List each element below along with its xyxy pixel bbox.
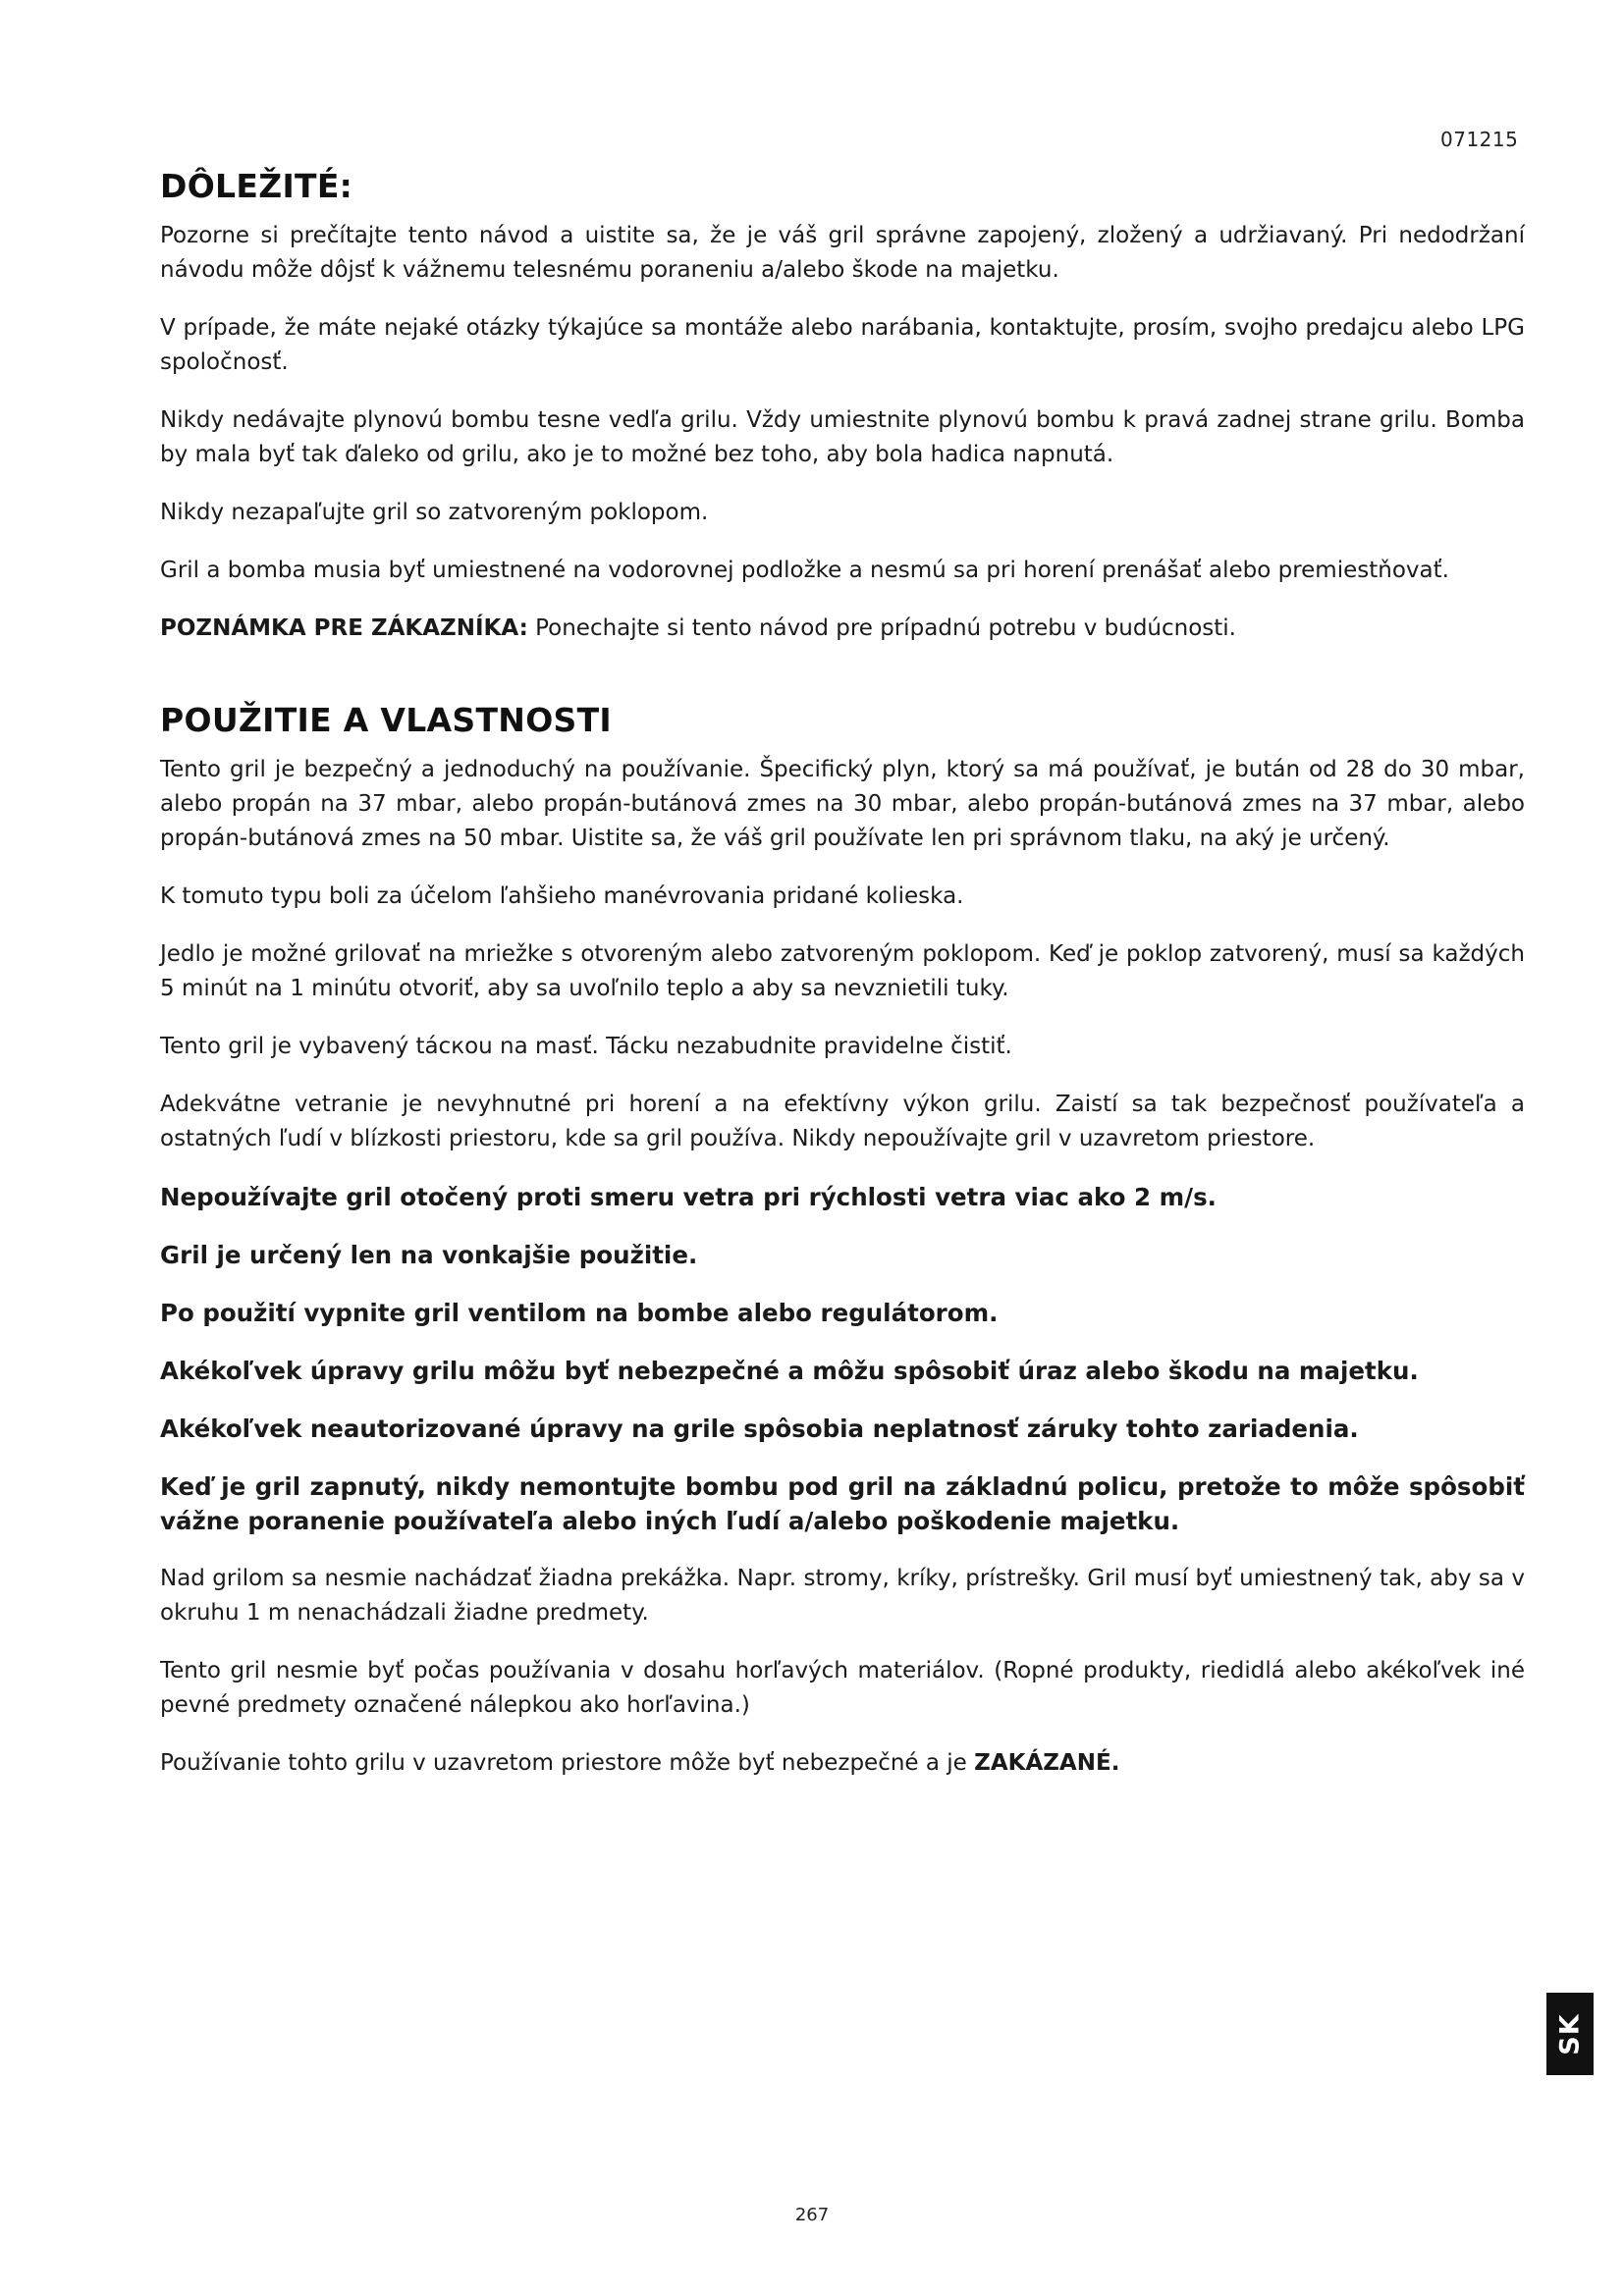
paragraph: Nikdy nezapaľujte gril so zatvoreným poklopom.	[160, 500, 709, 525]
language-tab-label: SK	[1554, 2012, 1586, 2056]
final-bold: ZAKÁZANÉ.	[974, 1750, 1120, 1776]
paragraph: Nad grilom sa nesmie nachádzať žiadna prekážka. Napr. stromy, kríky, prístrešky. Gril musí byť umiestnený tak, aby sa v okruhu 1 m nenachádzali žiadne predmety.	[160, 1566, 1525, 1626]
warning-text: Gril je určený len na vonkajšie použitie.	[160, 1241, 698, 1269]
language-tab	[1546, 1993, 1594, 2075]
warning-text: Keď je gril zapnutý, nikdy nemontujte bombu pod gril na základnú policu, pretože to môže spôsobiť vážne poranenie používateľa alebo iných ľudí a/alebo poškodenie majetku.	[160, 1472, 1525, 1535]
paragraph: Gril a bomba musia byť umiestnené na vodorovnej podložke a nesmú sa pri horení prenášať alebo premiestňovať.	[160, 558, 1449, 583]
paragraph: Jedlo je možné grilovať na mriežke s otvoreným alebo zatvoreným poklopom. Keď je poklop zatvorený, musí sa každých 5 minút na 1 minútu otvoriť, aby sa uvoľnilo teplo a aby sa nevznietili tuky.	[160, 941, 1525, 1001]
document-code: 071215	[1440, 128, 1519, 151]
final-paragraph	[160, 1746, 1525, 1781]
warning-text: Nepoužívajte gril otočený proti smeru vetra pri rýchlosti vetra viac ako 2 m/s.	[160, 1183, 1217, 1211]
customer-note	[160, 612, 1525, 646]
section-heading-usage: POUŽITIE A VLASTNOSTI	[160, 701, 613, 739]
customer-note-text: Ponechajte si tento návod pre prípadnú potrebu v budúcnosti.	[527, 615, 1236, 641]
warning-text: Po použití vypnite gril ventilom na bombe alebo regulátorom.	[160, 1299, 999, 1327]
paragraph: Nikdy nedávajte plynovú bombu tesne vedľa grilu. Vždy umiestnite plynovú bombu k pravá zadnej strane grilu. Bomba by mala byť tak ďaleko od grilu, ako je to možné bez toho, aby bola hadica napnutá.	[160, 407, 1525, 467]
final-text: Používanie tohto grilu v uzavretom priestore môže byť nebezpečné a je	[160, 1750, 975, 1776]
paragraph: Adekvátne vetranie je nevyhnutné pri horení a na efektívny výkon grilu. Zaistí sa tak bezpečnosť používateľa a ostatných ľudí v blízkosti priestoru, kde sa gril používa. Nikdy nepoužívajte gril v uzavretom priestore.	[160, 1092, 1525, 1151]
paragraph: Tento gril nesmie byť počas používania v dosahu horľavých materiálov. (Ropné produkty, riedidlá alebo akékoľvek iné pevné predmety označené nálepkou ako horľavina.)	[160, 1658, 1525, 1718]
warning-text: Akékoľvek úpravy grilu môžu byť nebezpečné a môžu spôsobiť úraz alebo škodu na majetku.	[160, 1357, 1419, 1385]
section-heading-important: DÔLEŽITÉ:	[160, 167, 353, 205]
page-number: 267	[794, 2205, 830, 2225]
customer-note-label: POZNÁMKA PRE ZÁKAZNÍKA:	[160, 615, 528, 641]
page-content	[160, 167, 1525, 1804]
paragraph: V prípade, že máte nejaké otázky týkajúce sa montáže alebo narábania, kontaktujte, prosím, svojho predajcu alebo LPG spoločnosť.	[160, 315, 1525, 375]
paragraph: K tomuto typu boli za účelom ľahšieho manévrovania pridané kolieska.	[160, 883, 964, 909]
paragraph: Pozorne si prečítajte tento návod a uistite sa, že je váš gril správne zapojený, zložený a udržiavaný. Pri nedodržaní návodu môže dôjsť k vážnemu telesnému poraneniu a/alebo škode na majetku.	[160, 223, 1525, 283]
paragraph: Tento gril je bezpečný a jednoduchý na používanie. Špecifický plyn, ktorý sa má používať, je bután od 28 do 30 mbar, alebo propán na 37 mbar, alebo propán-butánová zmes na 30 mbar, alebo propán-butánová zmes na 37 mbar, alebo propán-butánová zmes na 50 mbar. Uistite sa, že váš gril používate len pri správnom tlaku, na aký je určený.	[160, 757, 1525, 851]
paragraph: Tento gril je vybavený tácкou na masť. Tácku nezabudnite pravidelne čistiť.	[160, 1034, 1012, 1059]
warning-text: Akékoľvek neautorizované úpravy na grile spôsobia neplatnosť záruky tohto zariadenia.	[160, 1415, 1359, 1443]
